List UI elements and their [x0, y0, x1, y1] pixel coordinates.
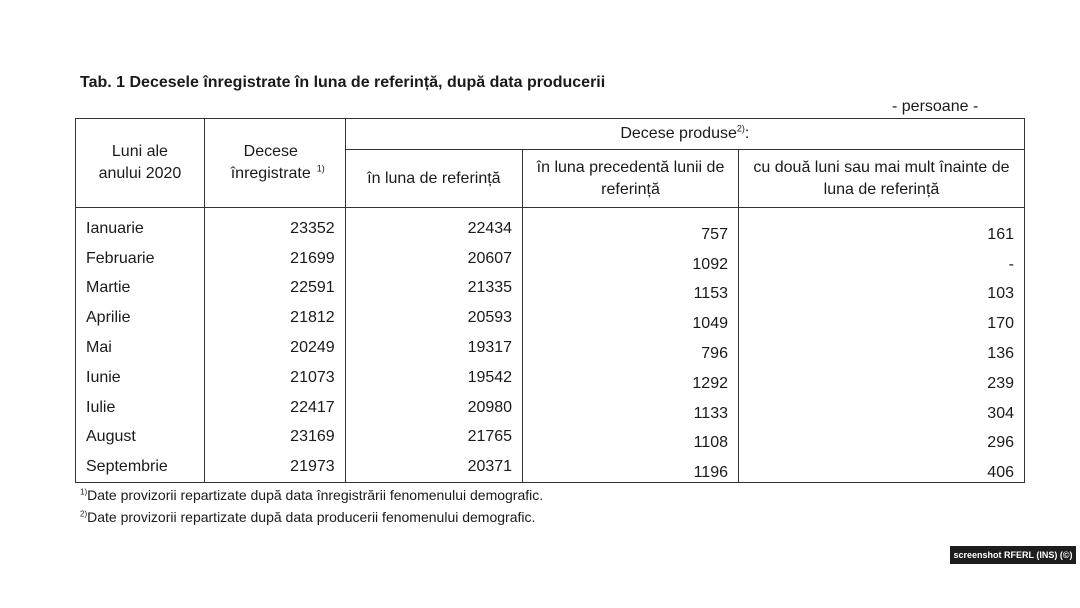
cell-registered: 23352	[204, 208, 345, 244]
cell-older: 170	[738, 303, 1024, 333]
cell-in-ref: 19317	[345, 333, 522, 363]
cell-registered: 20249	[204, 333, 345, 363]
header-older	[738, 150, 1024, 208]
cell-prev: 1108	[523, 423, 739, 453]
table-row	[76, 452, 1025, 482]
table-row	[76, 333, 1025, 363]
cell-older: 136	[738, 333, 1024, 363]
table-body	[76, 208, 1025, 483]
table-title: Tab. 1 Decesele înregistrate în luna de referință, după data producerii	[80, 74, 606, 91]
footnote-2-text: Date provizorii repartizate după data producerii fenomenului demografic.	[87, 509, 536, 525]
cell-in-ref: 20371	[345, 452, 522, 482]
cell-in-ref: 19542	[345, 363, 522, 393]
cell-older: -	[738, 244, 1024, 274]
cell-prev: 1153	[523, 274, 739, 304]
unit-label: - persoane -	[892, 98, 979, 115]
footnote-2	[80, 506, 543, 528]
header-group-produced	[345, 119, 1024, 150]
cell-prev: 796	[523, 333, 739, 363]
table-header	[76, 119, 1025, 208]
cell-older: 239	[738, 363, 1024, 393]
cell-older: 103	[738, 274, 1024, 304]
cell-older: 406	[738, 452, 1024, 482]
header-registered-sup: 1)	[316, 163, 325, 174]
header-month-label: Luni ale anului 2020	[98, 143, 182, 182]
cell-month: Mai	[76, 333, 205, 363]
header-group-suffix: :	[744, 125, 750, 142]
cell-registered: 22591	[204, 274, 345, 304]
image-credit: screenshot RFERL (INS) (©)	[950, 546, 1076, 564]
table-row	[76, 423, 1025, 453]
cell-registered: 23169	[204, 423, 345, 453]
footnote-2-mark: 2)	[80, 509, 88, 519]
header-registered	[204, 119, 345, 208]
cell-in-ref: 21765	[345, 423, 522, 453]
cell-in-ref: 20593	[345, 303, 522, 333]
cell-prev: 1292	[523, 363, 739, 393]
header-prev-label: în luna precedentă lunii de referință	[536, 158, 725, 198]
table-row	[76, 303, 1025, 333]
cell-prev: 1092	[523, 244, 739, 274]
header-registered-label: Decese înregistrate	[230, 143, 311, 182]
cell-in-ref: 22434	[345, 208, 522, 244]
deaths-table	[75, 118, 1025, 483]
cell-prev: 1133	[523, 393, 739, 423]
header-prev	[523, 150, 739, 208]
table-row	[76, 363, 1025, 393]
cell-registered: 21699	[204, 244, 345, 274]
cell-month: Aprilie	[76, 303, 205, 333]
cell-in-ref: 20607	[345, 244, 522, 274]
cell-older: 161	[738, 208, 1024, 244]
table-row	[76, 274, 1025, 304]
cell-registered: 21812	[204, 303, 345, 333]
cell-month: Iunie	[76, 363, 205, 393]
cell-in-ref: 21335	[345, 274, 522, 304]
cell-month: Septembrie	[76, 452, 205, 482]
cell-prev: 1196	[523, 452, 739, 482]
footnote-1-text: Date provizorii repartizate după data înregistrării fenomenului demografic.	[87, 487, 544, 503]
cell-month: Martie	[76, 274, 205, 304]
cell-month: Iulie	[76, 393, 205, 423]
header-month	[76, 119, 205, 208]
table-row	[76, 244, 1025, 274]
table-row	[76, 393, 1025, 423]
cell-older: 296	[738, 423, 1024, 453]
cell-registered: 21973	[204, 452, 345, 482]
footnote-1-mark: 1)	[80, 487, 88, 497]
header-group-sup: 2)	[736, 123, 745, 134]
header-in-ref: în luna de referință	[345, 150, 522, 208]
cell-older: 304	[738, 393, 1024, 423]
cell-month: Ianuarie	[76, 208, 205, 244]
cell-prev: 1049	[523, 303, 739, 333]
footnote-1	[80, 484, 543, 506]
cell-month: Februarie	[76, 244, 205, 274]
header-older-label: cu două luni sau mai mult înainte de luna de referință	[753, 158, 1010, 198]
cell-registered: 22417	[204, 393, 345, 423]
cell-registered: 21073	[204, 363, 345, 393]
cell-in-ref: 20980	[345, 393, 522, 423]
table-row	[76, 208, 1025, 244]
header-group-label: Decese produse	[620, 125, 737, 142]
footnotes	[80, 484, 543, 528]
cell-month: August	[76, 423, 205, 453]
cell-prev: 757	[523, 208, 739, 244]
